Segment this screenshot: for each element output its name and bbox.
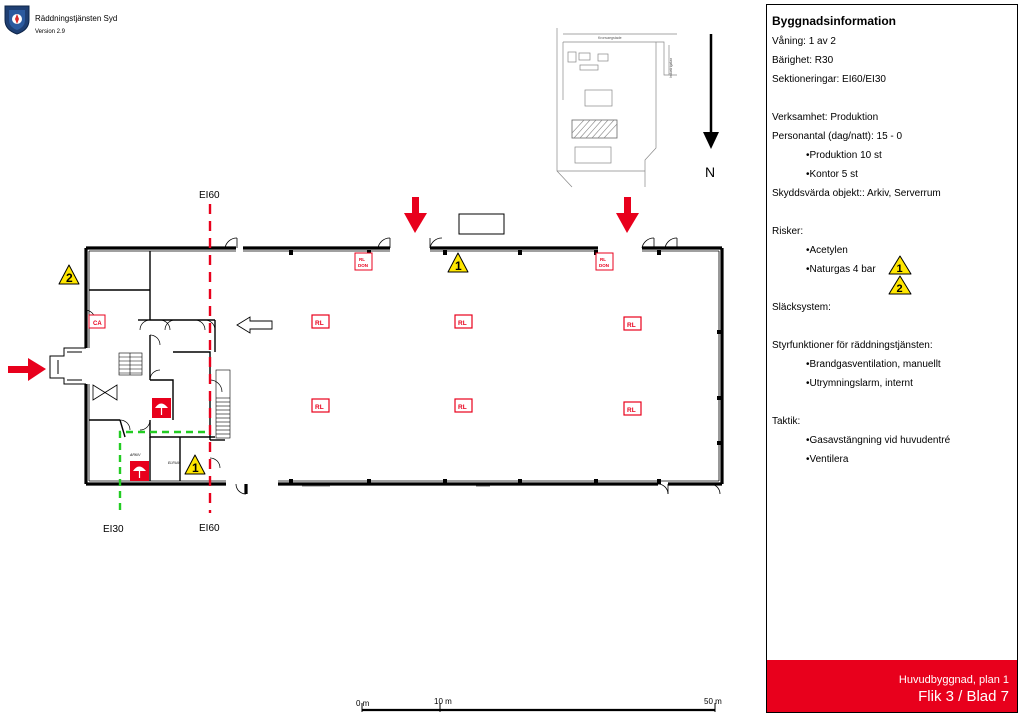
columns: [289, 250, 722, 484]
north-label: N: [705, 164, 716, 180]
risk-item-label: •Acetylen: [806, 245, 848, 256]
tactics-item: •Gasavstängning vid huvudentré: [806, 435, 951, 446]
organization-logo: [5, 6, 29, 34]
svg-text:2: 2: [896, 283, 903, 295]
svg-text:DON: DON: [599, 263, 609, 268]
hazard-2-icon: [888, 275, 912, 295]
rl-marker: [455, 315, 472, 328]
personnel-item: •Produktion 10 st: [806, 150, 882, 161]
control-functions-label: Styrfunktioner för räddningstjänsten:: [772, 340, 933, 351]
rl-marker: [312, 315, 329, 328]
shaft-symbol: [93, 385, 117, 400]
svg-text:RL: RL: [627, 407, 636, 414]
svg-text:DON: DON: [358, 263, 368, 268]
rl-don-marker: [596, 253, 613, 270]
risk-item-label: •Naturgas 4 bar: [806, 264, 876, 275]
version-label: Version 2.9: [35, 29, 66, 35]
personnel-item: •Kontor 5 st: [806, 169, 858, 180]
svg-text:RL: RL: [315, 404, 324, 411]
direction-arrow-icon: [237, 317, 272, 333]
section-label-bottom: EI30: [103, 524, 124, 535]
scale-label-0: 0 m: [356, 699, 370, 708]
ca-marker: [89, 315, 105, 328]
control-function-item: •Utrymningslarm, internt: [806, 378, 913, 389]
sectioning-info: Sektioneringar: EI60/EI30: [772, 74, 886, 85]
entry-arrow-icon: [8, 358, 46, 381]
footer-sheet: Flik 3 / Blad 7: [918, 688, 1009, 705]
hazard-1-icon: [448, 253, 468, 273]
rl-marker: [455, 399, 472, 412]
building-info-panel: [766, 4, 1018, 713]
risk-item: [772, 260, 1013, 295]
organization-name: Räddningstjänsten Syd: [35, 14, 118, 23]
svg-text:1: 1: [192, 461, 199, 475]
office-interior-walls: [89, 251, 225, 481]
tactics-item: •Ventilera: [806, 454, 849, 465]
extinguishing-label: Släcksystem:: [772, 302, 831, 313]
room-label-elrum: ELRUM: [168, 461, 181, 465]
panel-footer: [767, 660, 1017, 712]
svg-text:RL: RL: [600, 257, 606, 262]
hazard-1-icon: [888, 255, 912, 275]
hazard-2-icon: [59, 265, 79, 285]
svg-text:RL: RL: [627, 322, 636, 329]
rl-don-marker: [355, 253, 372, 270]
scale-label-10: 10 m: [434, 697, 452, 706]
outdoor-structure: [459, 214, 504, 234]
svg-text:1: 1: [455, 259, 462, 273]
fire-wall-label-bottom: EI60: [199, 523, 220, 534]
risks-label: Risker:: [772, 226, 804, 237]
load-bearing-info: Bärighet: R30: [772, 55, 834, 66]
tactics-label: Taktik:: [772, 416, 801, 427]
scale-bar: [362, 703, 715, 712]
control-function-item: •Brandgasventilation, manuellt: [806, 359, 941, 370]
rl-marker: [624, 317, 641, 330]
north-arrow-icon: [703, 34, 719, 149]
svg-text:1: 1: [896, 263, 903, 275]
entry-arrow-icon: [404, 197, 427, 233]
stair: [119, 353, 142, 375]
protected-objects-info: Skyddsvärda objekt:: Arkiv, Serverrum: [772, 188, 941, 199]
rl-marker: [312, 399, 329, 412]
rl-marker: [624, 402, 641, 415]
site-map-street-top: Kronvaegstade: [598, 36, 622, 40]
svg-text:RL: RL: [359, 257, 365, 262]
svg-text:RL: RL: [315, 320, 324, 327]
protected-object-icon: [152, 398, 171, 418]
stair: [216, 370, 230, 438]
floor-info: Våning: 1 av 2: [772, 36, 836, 47]
footer-building: Huvudbyggnad, plan 1: [898, 674, 1009, 686]
svg-text:RL: RL: [458, 404, 467, 411]
operation-info: Verksamhet: Produktion: [772, 112, 879, 123]
svg-text:2: 2: [66, 271, 73, 285]
protected-object-icon: [130, 461, 149, 481]
panel-title: Byggnadsinformation: [772, 14, 897, 28]
scale-label-50: 50 m: [704, 697, 722, 706]
svg-text:RL: RL: [458, 320, 467, 327]
hazard-1-icon: [185, 455, 205, 475]
entry-arrow-icon: [616, 197, 639, 233]
personnel-info: Personantal (dag/natt): 15 - 0: [772, 131, 903, 142]
fire-wall-label-top: EI60: [199, 190, 220, 201]
site-map: [548, 27, 678, 188]
svg-text:CA: CA: [93, 321, 102, 327]
site-map-street-right: Industrigatan: [669, 57, 673, 78]
room-label-arkiv: ARKIV: [130, 453, 141, 457]
building-walls: [86, 248, 722, 494]
entrance-vestibule: [50, 348, 86, 384]
